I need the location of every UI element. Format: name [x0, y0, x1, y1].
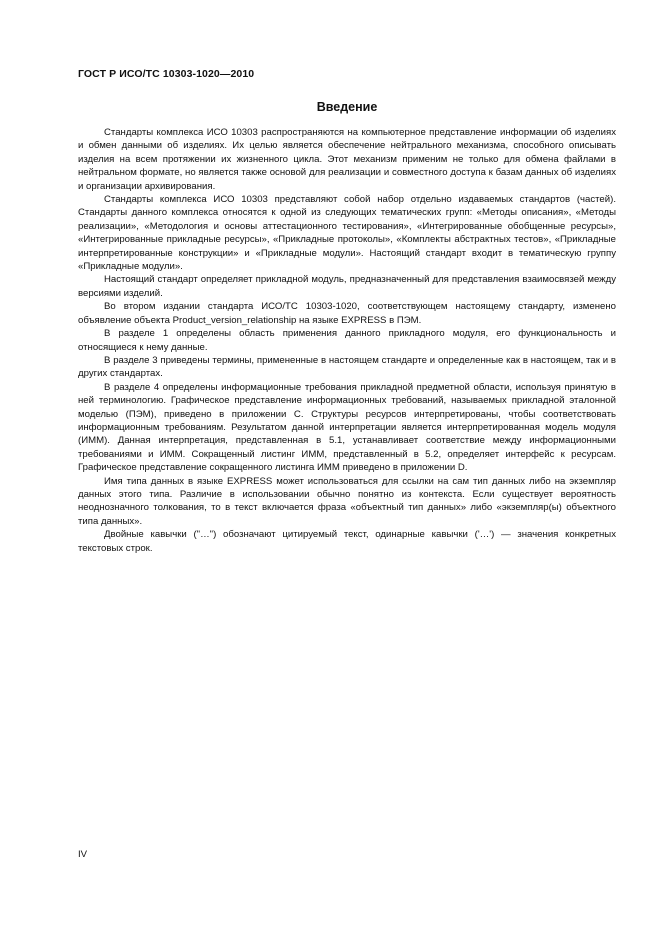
- paragraph: В разделе 3 приведены термины, примененные в настоящем стандарте и определенные как в настоящем, так и в других стандартах.: [78, 354, 616, 380]
- paragraph: Двойные кавычки ("…") обозначают цитируемый текст, одинарные кавычки ('…') — значения конкретных текстовых строк.: [78, 529, 616, 554]
- section-title: Введение: [316, 100, 378, 114]
- introduction-body: [78, 126, 616, 555]
- paragraph: В разделе 1 определены область применения данного прикладного модуля, его функциональность и относящиеся к нему данные.: [78, 328, 616, 353]
- paragraph: Стандарты комплекса ИСО 10303 распространяются на компьютерное представление информации об изделиях и обмен данными об изделиях. Их целью является обеспечение нейтрального механизма, способного описывать изделия на всем протяжении их жизненного цикла. Этот механизм применим не только для обмена файлами в нейтральном формате, но является также основой для реализации и совместного доступа к базам данных об изделиях и организации архивирования.: [78, 127, 616, 192]
- paragraph: Настоящий стандарт определяет прикладной модуль, предназначенный для представления взаимосвязей между версиями изделий.: [78, 274, 616, 299]
- paragraph: Во втором издании стандарта ИСО/ТС 10303-1020, соответствующем настоящему стандарту, изменено объявление объекта Product_version_relationship на языке EXPRESS в ПЭМ.: [78, 301, 616, 326]
- page-number: IV: [78, 849, 88, 860]
- paragraph: Имя типа данных в языке EXPRESS может использоваться для ссылки на сам тип данных либо на экземпляр данных этого типа. Различие в использовании обычно понятно из контекста. Если существует вероятность неоднозначного толкования, то в текст включается фраза «объектный тип данных» либо «экземпляр(ы) объектного типа данных».: [78, 475, 616, 527]
- standard-code-header: ГОСТ Р ИСО/ТС 10303-1020—2010: [78, 68, 255, 80]
- paragraph: В разделе 4 определены информационные требования прикладной предметной области, используя принятую в ней терминологию. Графическое представление информационных требований, называемых прикладной эталонной моделью (ПЭМ), приведено в приложении С. Структуры ресурсов интерпретированы, чтобы соответствовать информационным требованиям. Результатом данной интерпретации является интерпретированная модель модуля (ИММ). Данная интерпретация, представленная в 5.1, устанавливает соответствие между информационными требованиями и ИММ. Сокращенный листинг ИММ, представленный в 5.2, определяет интерфейс к ресурсам. Графическое представление сокращенного листинга ИММ приведено в приложении D.: [78, 381, 616, 474]
- paragraph: Стандарты комплекса ИСО 10303 представляют собой набор отдельно издаваемых стандартов (частей). Стандарты данного комплекса относятся к одной из следующих тематических групп: «Методы описания», «Методы реализации», «Методология и основы аттестационного тестирования», «Интегрированные обобщенные ресурсы», «Интегрированные прикладные ресурсы», «Прикладные протоколы», «Комплекты абстрактных тестов», «Прикладные интерпретированные конструкции» и «Прикладные модули». Настоящий стандарт входит в тематическую группу «Прикладные модули».: [78, 194, 616, 273]
